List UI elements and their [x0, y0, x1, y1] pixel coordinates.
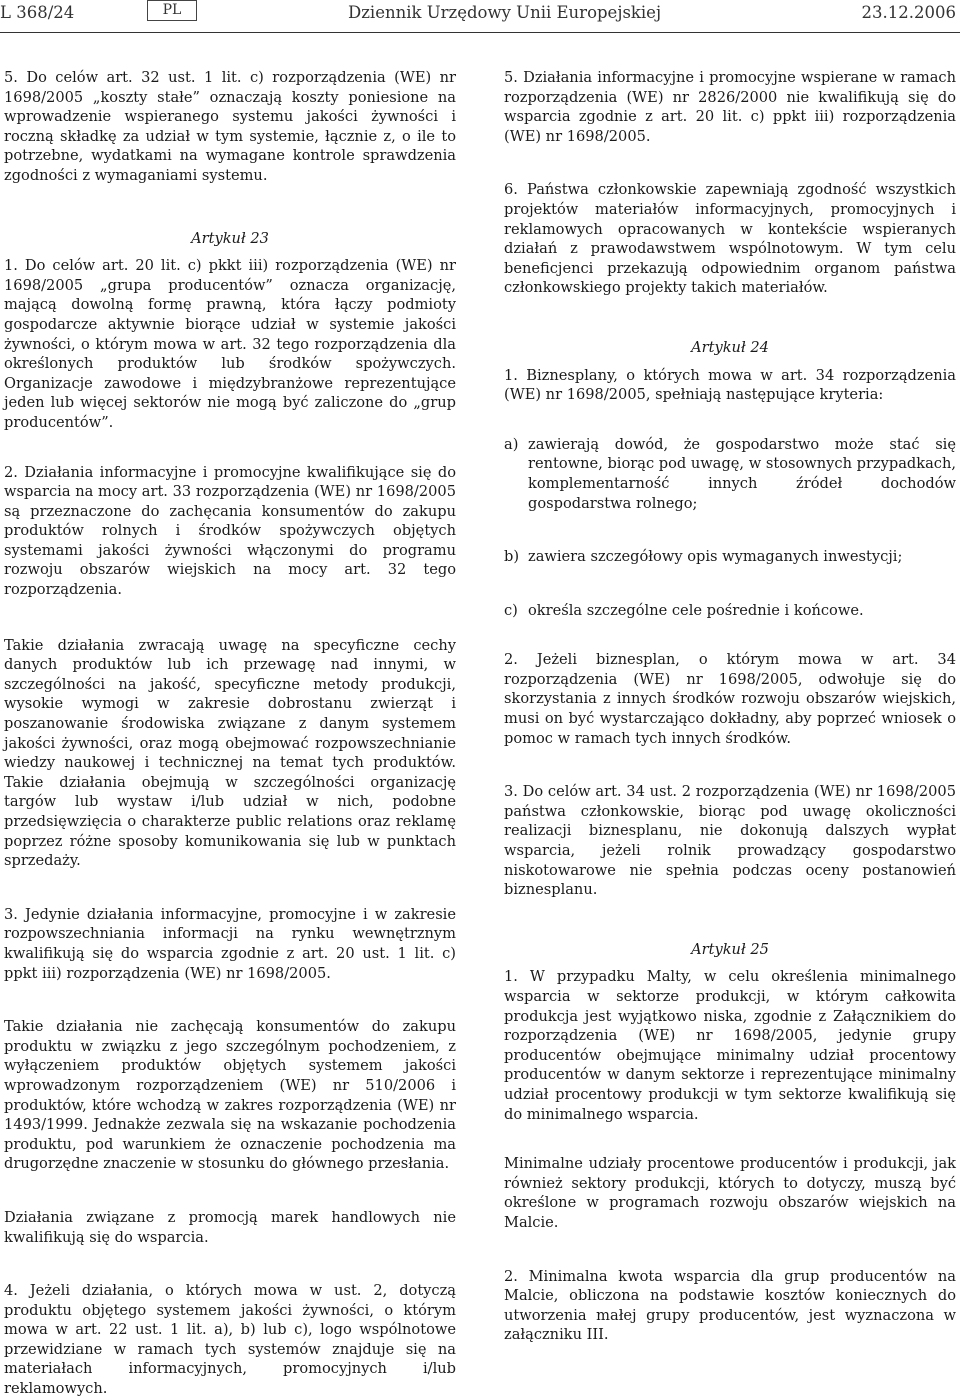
paragraph-art25-2: 2. Minimalna kwota wsparcia dla grup producentów na Malcie, obliczona na podstawie kosztów koniecznych do utworzenia małej grupy producentów, jest wyznaczona w załączniku III.	[504, 1267, 956, 1344]
paragraph-art23-3: 3. Jedynie działania informacyjne, promocyjne i w zakresie rozpowszechniania informacji na rynku wewnętrznym kwalifikują się do wsparcia zgodnie z art. 20 ust. 1 lit. c) ppkt iii) rozporządzenia (WE) nr 1698/2005.	[4, 905, 456, 982]
paragraph-art23-3-cont: Takie działania nie zachęcają konsumentów do zakupu produktu w związku z jego szczególnym pochodzeniem, z wyłączeniem produktów objętych systemem jakości wprowadzonym rozporządzeniem (WE) nr 510/2006 i produktów, które wchodzą w zakres rozporządzenia (WE) nr 1493/1999. Jednakże zezwala się na wskazanie pochodzenia produktu, pod warunkiem że oznaczenie pochodzenia ma drugorzędne znaczenie w stosunku do głównego przesłania.	[4, 1018, 456, 1173]
list-item-b	[504, 547, 956, 567]
paragraph-art23-3-note: Działania związane z promocją marek handlowych nie kwalifikują się do wsparcia.	[4, 1208, 456, 1246]
list-item-text: zawierają dowód, że gospodarstwo może stać się rentowne, biorąc pod uwagę, w stosownych przypadkach, komplementarność innych źródeł dochodów gospodarstwa rolnego;	[528, 435, 956, 512]
list-item-label: b)	[504, 548, 520, 566]
publication-date: 23.12.2006	[861, 3, 956, 22]
paragraph-art24-2: 2. Jeżeli biznesplan, o którym mowa w art. 34 rozporządzenia (WE) nr 1698/2005, odwołuje się do skorzystania z innych środków rozwoju obszarów wiejskich, musi on być wystarczająco dokładny, aby poprzeć wniosek o pomoc w ramach tych innych środków.	[504, 651, 956, 747]
paragraph-art25-1-cont: Minimalne udziały procentowe producentów i produkcji, jak również sektory produkcji, których to dotyczy, muszą być określone w programach rozwoju obszarów wiejskich na Malcie.	[504, 1155, 956, 1231]
journal-title: Dziennik Urzędowy Unii Europejskiej	[348, 3, 662, 22]
list-item-text: określa szczególne cele pośrednie i końcowe.	[528, 601, 864, 619]
page-header	[0, 0, 960, 34]
list-item-c	[504, 601, 956, 621]
paragraph-art23-6: 6. Państwa członkowskie zapewniają zgodność wszystkich projektów materiałów informacyjnych, promocyjnych i reklamowych opracowanych w kontekście wspieranych działań z prawodawstwem wspólnotowym. W tym celu beneficjenci przekazują odpowiednim organom państwa członkowskiego projekty takich materiałów.	[504, 181, 956, 297]
paragraph-art22-5: 5. Do celów art. 32 ust. 1 lit. c) rozporządzenia (WE) nr 1698/2005 „koszty stałe” oznaczają koszty poniesione na wprowadzenie wspieranego systemu jakości żywności i roczną składkę za udział w tym systemie, łącznie z, o ile to potrzebne, wydatkami na wymagane kontrole sprawdzenia zgodności z wymaganiami systemu.	[4, 69, 456, 184]
paragraph-art23-2-cont: Takie działania zwracają uwagę na specyficzne cechy danych produktów lub ich przewagę nad innymi, w szczególności na jakość, specyficzne metody produkcji, wysokie wymogi w zakresie dobrostanu zwierząt i poszanowanie środowiska związane z danym systemem jakości żywności, oraz mogą obejmować rozpowszechnianie wiedzy naukowej i technicznej na temat tych produktów. Takie działania obejmują w szczególności organizację targów lub wystaw i/lub udział w nich, podobne przedsięwzięcia o charakterze public relations oraz reklamę poprzez różne sposoby komunikowania się lub w punktach sprzedaży.	[4, 636, 456, 870]
list-item-label: c)	[504, 601, 518, 619]
paragraph-art24-3: 3. Do celów art. 34 ust. 2 rozporządzenia (WE) nr 1698/2005 państwa członkowskie, biorąc pod uwagę okoliczności realizacji biznesplanu, nie dokonują dalszych wypłat wsparcia, jeżeli rolnik prowadzący gospodarstwo niskotowarowe nie spełnia podczas oceny postanowień biznesplanu.	[504, 783, 956, 899]
paragraph-art23-2: 2. Działania informacyjne i promocyjne kwalifikujące się do wsparcia na mocy art. 33 rozporządzenia (WE) nr 1698/2005 są przeznaczone do zachęcania konsumentów do zakupu produktów rolnych i środków spożywczych objętych systemami jakości żywności włączonymi do programu rozwoju obszarów wiejskich na mocy art. 32 tego rozporządzenia.	[4, 463, 456, 599]
article-25-title: Artykuł 25	[691, 940, 769, 958]
paragraph-art23-5: 5. Działania informacyjne i promocyjne wspierane w ramach rozporządzenia (WE) nr 2826/2000 nie kwalifikują się do wsparcia zgodnie z art. 20 lit. c) ppkt iii) rozporządzenia (WE) nr 1698/2005.	[504, 69, 956, 145]
page-reference: L 368/24	[0, 3, 75, 22]
paragraph-art24-1: 1. Biznesplany, o których mowa w art. 34 rozporządzenia (WE) nr 1698/2005, spełniają następujące kryteria:	[504, 366, 956, 404]
paragraph-art23-4: 4. Jeżeli działania, o których mowa w ust. 2, dotyczą produktu objętego systemem jakości żywności, o którym mowa w art. 22 ust. 1 lit. a), b) lub c), logo wspólnotowe przewidziane w ramach tych systemów znajduje się na materiałach informacyjnych, promocyjnych i/lub reklamowych.	[4, 1282, 456, 1398]
article-24-title: Artykuł 24	[691, 338, 769, 356]
right-column	[504, 68, 956, 1345]
header-divider	[0, 32, 960, 33]
list-item-a	[504, 435, 956, 513]
paragraph-art23-1: 1. Do celów art. 20 lit. c) pkkt iii) rozporządzenia (WE) nr 1698/2005 „grupa producentów” oznacza organizację, mającą dowolną formę prawną, która łączy podmioty gospodarcze aktywnie biorące udział w systemie jakości żywności, o którym mowa w art. 32 tego rozporządzenia dla określonych produktów lub środków spożywczych. Organizacje zawodowe i międzybranżowe reprezentujące jeden lub więcej sektorów nie mogą być zaliczone do „grup producentów”.	[4, 257, 456, 431]
article-23-title: Artykuł 23	[191, 229, 269, 247]
list-item-label: a)	[504, 435, 519, 453]
language-badge: PL	[147, 0, 197, 21]
paragraph-art25-1: 1. W przypadku Malty, w celu określenia minimalnego wsparcia w sektorze produkcji, w którym całkowita produkcja jest wyjątkowo niska, zgodnie z Załącznikiem do rozporządzenia (WE) nr 1698/2005, jedynie grupy producentów obejmujące minimalny udział procentowy producentów w danym sektorze i reprezentujące minimalny udział procentowy produkcji w tym sektorze kwalifikują się do minimalnego wsparcia.	[504, 968, 956, 1123]
list-item-text: zawiera szczegółowy opis wymaganych inwestycji;	[528, 548, 903, 566]
left-column	[4, 68, 456, 1399]
